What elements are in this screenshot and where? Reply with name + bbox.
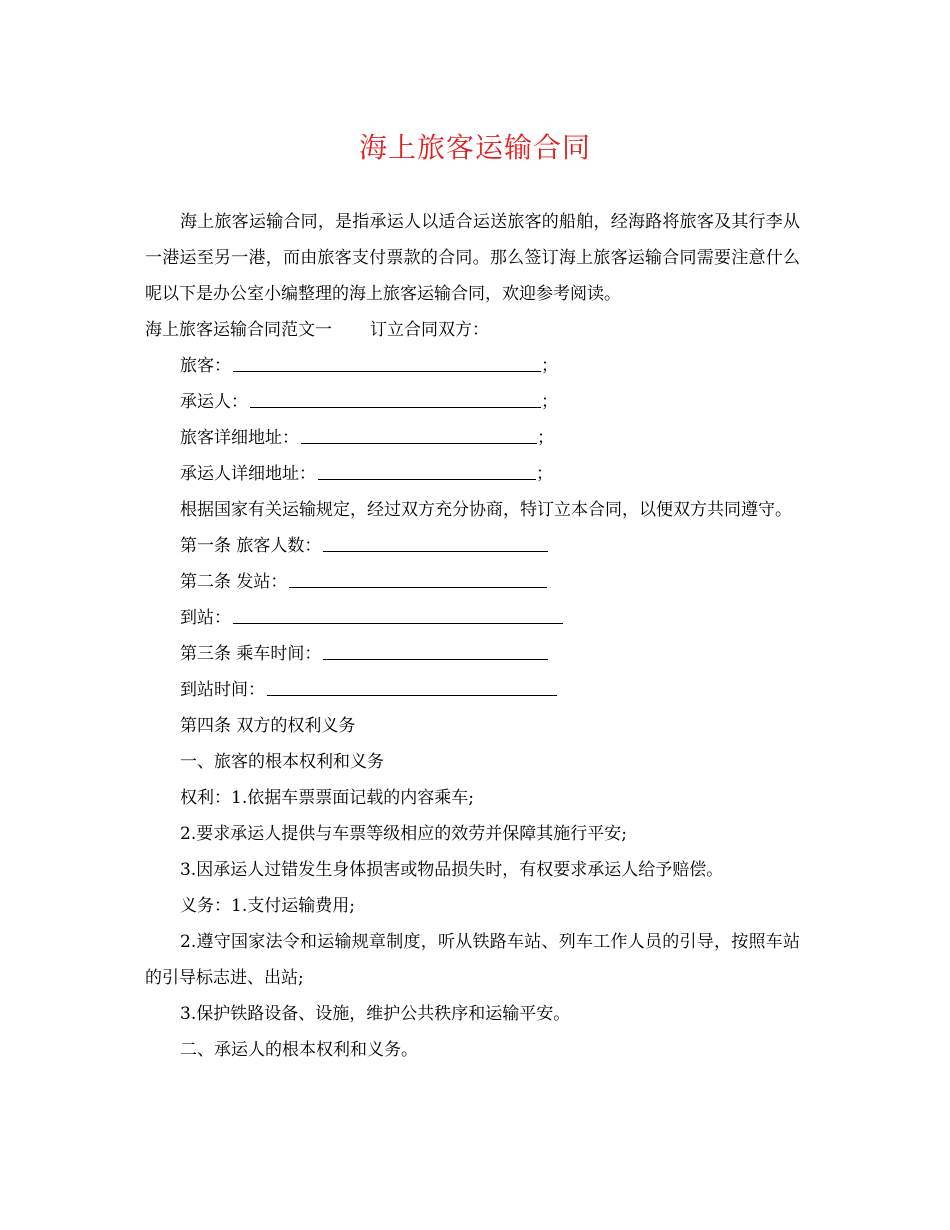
arrive-station-blank[interactable] [233,605,563,624]
ride-time-blank[interactable] [323,641,548,660]
field-terminator: ； [536,464,553,484]
passenger-address-blank[interactable] [301,425,537,444]
arrive-station-label: 到站： [180,608,231,628]
article-4: 第四条 双方的权利义务 [180,716,356,736]
parties-heading: 订立合同双方： [370,320,489,340]
carrier-label: 承运人： [180,392,248,412]
duties-item-1: 义务：1.支付运输费用; [180,896,355,916]
sample-heading: 海上旅客运输合同范文一 [145,320,332,340]
intro-paragraph: 海上旅客运输合同，是指承运人以适合运送旅客的船舶，经海路将旅客及其行李从一港运至另一港，而由旅客支付票款的合同。那么签订海上旅客运输合同需要注意什么呢以下是办公室小编整理的海上旅客运输合同，欢迎参考阅读。 [145,212,800,304]
field-terminator: ； [541,356,558,376]
carrier-address-blank[interactable] [318,461,536,480]
preamble-paragraph: 根据国家有关运输规定，经过双方充分协商，特订立本合同，以便双方共同遵守。 [180,500,792,520]
rights-item-3: 3.因承运人过错发生身体损害或物品损失时，有权要求承运人给予赔偿。 [180,860,724,880]
article-2 [145,564,800,600]
passenger-rights-heading: 一、旅客的根本权利和义务 [180,752,384,772]
arrive-station [145,600,800,636]
field-terminator: ； [537,428,554,448]
passenger-count-blank[interactable] [323,533,548,552]
arrive-time-label: 到站时间： [180,680,265,700]
rights-item-1: 权利：1.依据车票票面记载的内容乘车; [180,788,474,808]
passenger-address-label: 旅客详细地址： [180,428,299,448]
field-terminator: ； [541,392,558,412]
carrier-address-label: 承运人详细地址： [180,464,316,484]
passenger-label: 旅客： [180,356,231,376]
article-1 [145,528,800,564]
passenger-field [145,348,800,384]
duties-item-2: 2.遵守国家法令和运输规章制度，听从铁路车站、列车工作人员的引导，按照车站的引导标志进、出站; [145,932,800,988]
rights-item-2: 2.要求承运人提供与车票等级相应的效劳并保障其施行平安; [180,824,627,844]
passenger-blank[interactable] [233,353,541,372]
passenger-address-field [145,420,800,456]
arrive-time [145,672,800,708]
document-title: 海上旅客运输合同 [358,131,591,164]
article-2-label: 第二条 发站： [180,572,288,592]
carrier-rights-heading: 二、承运人的根本权利和义务。 [180,1040,418,1060]
arrive-time-blank[interactable] [267,677,557,696]
duties-item-3: 3.保护铁路设备、设施，维护公共秩序和运输平安。 [180,1004,571,1024]
document-body [145,204,800,1068]
carrier-field [145,384,800,420]
article-1-label: 第一条 旅客人数： [180,536,322,556]
sample-heading-line [145,312,800,348]
carrier-address-field [145,456,800,492]
departure-station-blank[interactable] [289,569,547,588]
article-3-label: 第三条 乘车时间： [180,644,322,664]
carrier-blank[interactable] [250,389,541,408]
article-3 [145,636,800,672]
